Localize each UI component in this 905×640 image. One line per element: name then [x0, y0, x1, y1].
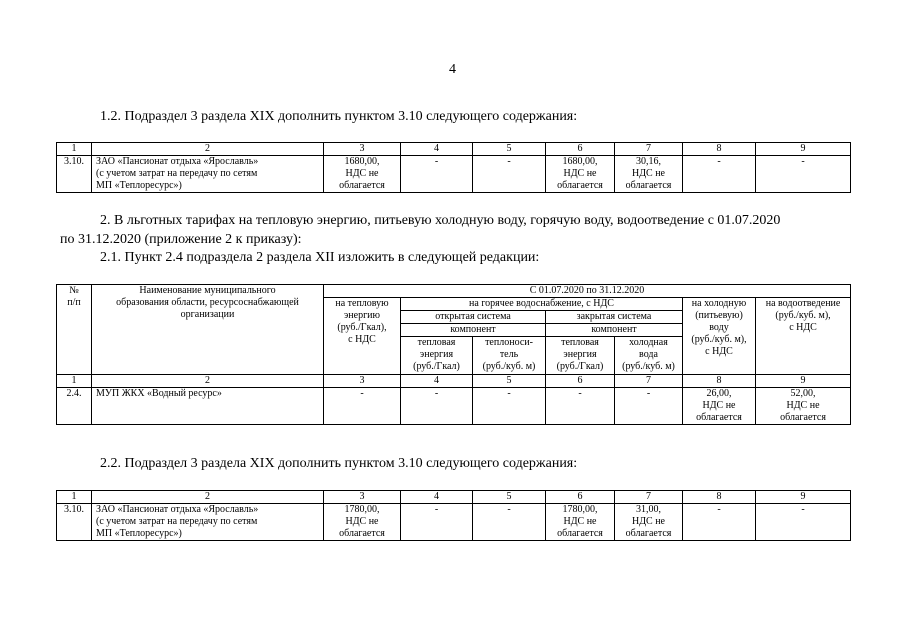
table-row — [57, 156, 851, 193]
row-number: 3.10. — [57, 504, 92, 541]
table-row — [57, 388, 851, 425]
section-2-2-heading: 2.2. Подраздел 3 раздела XIX дополнить пунктом 3.10 следующего содержания: — [100, 456, 578, 471]
value-line: 52,00, — [790, 388, 816, 399]
header-line: воду — [709, 322, 729, 333]
value-line: НДС не — [345, 516, 379, 527]
tariff-c7 — [615, 504, 683, 541]
page-number: 4 — [449, 62, 456, 77]
tariff-c4: - — [401, 504, 473, 541]
header-hot-water: на горячее водоснабжение, с НДС — [401, 298, 683, 311]
value-line: 31,00, — [636, 504, 661, 515]
table1-col-9: 9 — [756, 143, 851, 156]
header-line: на водоотведение — [765, 298, 841, 309]
value-line: облагается — [339, 180, 385, 191]
tariff-table-2 — [56, 284, 851, 425]
header-line: тепловая — [417, 337, 456, 348]
header-open-carrier — [473, 337, 546, 375]
value-line: облагается — [696, 412, 742, 423]
header-line: (питьевую) — [695, 310, 743, 321]
table2-col-4: 4 — [401, 375, 473, 388]
table2-col-6: 6 — [546, 375, 615, 388]
table3-col-7: 7 — [615, 491, 683, 504]
header-line: (руб./Гкал) — [413, 361, 460, 372]
header-line: с НДС — [789, 322, 817, 333]
header-line: (руб./куб. м), — [775, 310, 831, 321]
tariff-heat — [324, 156, 401, 193]
table1-header-row — [57, 143, 851, 156]
table2-col-2: 2 — [92, 375, 324, 388]
tariff-c3: - — [324, 388, 401, 425]
header-component-closed: компонент — [546, 324, 683, 337]
tariff-c4: - — [401, 156, 473, 193]
header-line: энергию — [343, 310, 380, 321]
header-line: организации — [180, 309, 235, 320]
org-line: ЗАО «Пансионат отдыха «Ярославль» — [96, 504, 259, 515]
table2-col-1: 1 — [57, 375, 92, 388]
header-line: (руб./куб. м) — [622, 361, 675, 372]
value-line: НДС не — [631, 516, 665, 527]
value-line: облагается — [625, 180, 672, 191]
table1-col-8: 8 — [683, 143, 756, 156]
value-line: 1780,00, — [344, 504, 380, 515]
header-line: теплоноси- — [485, 337, 533, 348]
tariff-c9: - — [756, 156, 851, 193]
tariff-table-3 — [56, 490, 851, 541]
tariff-c6 — [546, 156, 615, 193]
section-1-2-heading: 1.2. Подраздел 3 раздела XIX дополнить пунктом 3.10 следующего содержания: — [100, 109, 578, 124]
value-line: 30,16, — [636, 156, 661, 167]
row-number: 2.4. — [57, 388, 92, 425]
header-line: холодная — [629, 337, 668, 348]
header-closed-system: закрытая система — [546, 311, 683, 324]
tariff-table-1 — [56, 142, 851, 193]
header-cold-water — [683, 298, 756, 375]
table3-col-4: 4 — [401, 491, 473, 504]
table1-col-7: 7 — [615, 143, 683, 156]
table3-col-8: 8 — [683, 491, 756, 504]
header-number — [57, 285, 92, 375]
org-line: ЗАО «Пансионат отдыха «Ярославль» — [96, 156, 259, 167]
org-line: (с учетом затрат на передачу по сетям — [96, 516, 258, 527]
table3-header-row — [57, 491, 851, 504]
value-line: НДС не — [563, 168, 597, 179]
value-line: облагается — [557, 180, 603, 191]
tariff-c8: - — [683, 504, 756, 541]
tariff-c7: - — [615, 388, 683, 425]
header-period: С 01.07.2020 по 31.12.2020 — [324, 285, 851, 298]
tariff-cold-water — [683, 388, 756, 425]
org-line: (с учетом затрат на передачу по сетям — [96, 168, 258, 179]
table3-col-3: 3 — [324, 491, 401, 504]
table3-col-2: 2 — [92, 491, 324, 504]
table3-col-9: 9 — [756, 491, 851, 504]
header-line: (руб./куб. м) — [482, 361, 536, 372]
organization-name: МУП ЖКХ «Водный ресурс» — [92, 388, 324, 425]
tariff-c7 — [615, 156, 683, 193]
tariff-sewerage — [756, 388, 851, 425]
table1-col-2: 2 — [92, 143, 324, 156]
table1-col-5: 5 — [473, 143, 546, 156]
value-line: НДС не — [702, 400, 736, 411]
header-line: энергия — [563, 349, 597, 360]
header-line: тепловая — [561, 337, 599, 348]
value-line: 1680,00, — [344, 156, 380, 167]
header-line: с НДС — [705, 346, 733, 357]
header-line: на тепловую — [335, 298, 389, 309]
tariff-heat — [324, 504, 401, 541]
tariff-c6: - — [546, 388, 615, 425]
header-line: Наименование муниципального — [139, 285, 276, 296]
paragraph-2-line-1: 2. В льготных тарифах на тепловую энергию, питьевую холодную воду, горячую воду, водоотведение с 01.07.2020 — [100, 213, 781, 228]
tariff-c5: - — [473, 156, 546, 193]
tariff-c8: - — [683, 156, 756, 193]
header-closed-heat — [546, 337, 615, 375]
header-open-system: открытая система — [401, 311, 546, 324]
header-line: п/п — [67, 297, 81, 308]
header-line: (руб./Гкал) — [556, 361, 604, 372]
tariff-c9: - — [756, 504, 851, 541]
header-line: образования области, ресурсоснабжающей — [116, 297, 299, 308]
header-heat-energy — [324, 298, 401, 375]
value-line: НДС не — [563, 516, 597, 527]
header-line: (руб./Гкал), — [337, 322, 387, 333]
table1-col-6: 6 — [546, 143, 615, 156]
table2-number-row — [57, 375, 851, 388]
org-line: МП «Теплоресурс») — [96, 528, 182, 539]
table1-col-1: 1 — [57, 143, 92, 156]
table3-col-5: 5 — [473, 491, 546, 504]
table3-col-6: 6 — [546, 491, 615, 504]
header-line: тель — [499, 349, 519, 360]
tariff-c6 — [546, 504, 615, 541]
organization-name — [92, 504, 324, 541]
header-sewerage — [756, 298, 851, 375]
table2-col-3: 3 — [324, 375, 401, 388]
tariff-c5: - — [473, 388, 546, 425]
header-closed-cold — [615, 337, 683, 375]
header-line: с НДС — [348, 334, 376, 345]
value-line: НДС не — [345, 168, 379, 179]
value-line: облагается — [780, 412, 826, 423]
header-line: (руб./куб. м), — [691, 334, 747, 345]
header-component-open: компонент — [401, 324, 546, 337]
table2-col-9: 9 — [756, 375, 851, 388]
table1-col-3: 3 — [324, 143, 401, 156]
table-row — [57, 504, 851, 541]
header-line: вода — [639, 349, 658, 360]
header-line: на холодную — [691, 298, 747, 309]
table1-col-4: 4 — [401, 143, 473, 156]
value-line: облагается — [557, 528, 603, 539]
org-line: МП «Теплоресурс») — [96, 180, 182, 191]
table2-col-7: 7 — [615, 375, 683, 388]
value-line: 1780,00, — [562, 504, 598, 515]
header-organization — [92, 285, 324, 375]
value-line: облагается — [625, 528, 672, 539]
value-line: облагается — [339, 528, 385, 539]
value-line: 1680,00, — [562, 156, 598, 167]
value-line: НДС не — [786, 400, 820, 411]
paragraph-2-line-2: по 31.12.2020 (приложение 2 к приказу): — [60, 232, 302, 247]
value-line: НДС не — [631, 168, 665, 179]
paragraph-2-1: 2.1. Пункт 2.4 подраздела 2 раздела XII изложить в следующей редакции: — [100, 250, 540, 265]
tariff-c5: - — [473, 504, 546, 541]
row-number: 3.10. — [57, 156, 92, 193]
header-line: № — [69, 285, 79, 296]
table2-col-5: 5 — [473, 375, 546, 388]
table2-col-8: 8 — [683, 375, 756, 388]
tariff-c4: - — [401, 388, 473, 425]
table3-col-1: 1 — [57, 491, 92, 504]
header-open-heat — [401, 337, 473, 375]
value-line: 26,00, — [706, 388, 732, 399]
organization-name — [92, 156, 324, 193]
header-line: энергия — [419, 349, 454, 360]
